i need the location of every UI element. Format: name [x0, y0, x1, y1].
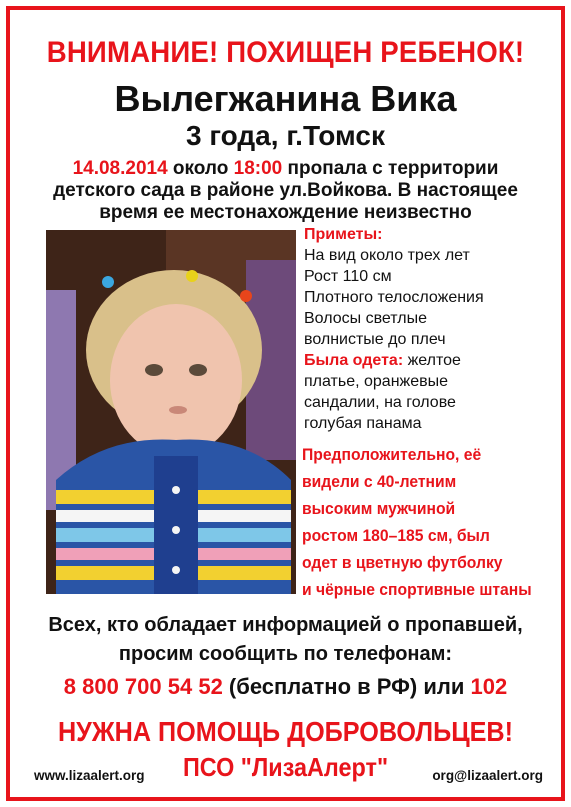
- alert-title: ВНИМАНИЕ! ПОХИЩЕН РЕБЕНОК!: [46, 36, 525, 69]
- contact-line-2: просим сообщить по телефонам:: [118, 643, 453, 665]
- info-text: около: [167, 158, 234, 179]
- missing-time: 18:00: [233, 158, 283, 179]
- website-link[interactable]: www.lizaalert.org: [34, 768, 145, 783]
- dressed-line: сандалии, на голове: [304, 394, 456, 411]
- child-photo: [46, 230, 296, 594]
- email-link[interactable]: org@lizaalert.org: [432, 768, 543, 783]
- info-text: пропала с территории: [282, 158, 499, 179]
- sign-item: Волосы светлые: [304, 310, 427, 327]
- info-line-1: [10, 158, 561, 180]
- signs-block: [304, 224, 566, 434]
- seen-line: ростом 180–185 см, был: [302, 527, 490, 545]
- seen-block: [302, 442, 551, 604]
- dressed-line: платье, оранжевые: [304, 373, 449, 390]
- signs-title: Приметы:: [304, 226, 383, 243]
- free-note: (бесплатно в РФ) или: [222, 674, 471, 699]
- sign-item: Рост 110 см: [304, 268, 392, 285]
- dressed-label: Была одета:: [304, 352, 404, 369]
- sign-item: Плотного телосложения: [304, 289, 484, 306]
- dressed-line: голубая панама: [304, 415, 422, 432]
- missing-date: 14.08.2014: [72, 158, 168, 179]
- volunteers-call: НУЖНА ПОМОЩЬ ДОБРОВОЛЬЦЕВ!: [57, 716, 514, 747]
- sign-item: волнистые до плеч: [304, 331, 446, 348]
- dressed-line: [304, 350, 566, 371]
- phone-number[interactable]: 8 800 700 54 52: [63, 674, 223, 699]
- seen-line: Предположительно, её: [302, 446, 482, 464]
- dressed-text: желтое: [403, 352, 461, 369]
- child-name: Вылегжанина Вика: [114, 78, 457, 119]
- sign-item: На вид около трех лет: [304, 247, 470, 264]
- info-line-2: детского сада в районе ул.Войкова. В настоящее: [53, 180, 518, 201]
- contact-line-1: Всех, кто обладает информацией о пропавшей,: [48, 614, 523, 636]
- pso-name: ПСО "ЛизаАлерт": [182, 752, 389, 782]
- phone-line: [10, 674, 561, 700]
- age-city: 3 года, г.Томск: [186, 120, 385, 151]
- phone-number-102[interactable]: 102: [470, 674, 508, 699]
- seen-line: высоким мужчиной: [302, 500, 456, 518]
- seen-line: и чёрные спортивные штаны: [302, 581, 532, 599]
- seen-line: видели с 40-летним: [302, 473, 457, 491]
- info-line-3: время ее местонахождение неизвестно: [99, 202, 472, 223]
- seen-line: одет в цветную футболку: [302, 554, 503, 572]
- missing-child-poster: [6, 6, 565, 801]
